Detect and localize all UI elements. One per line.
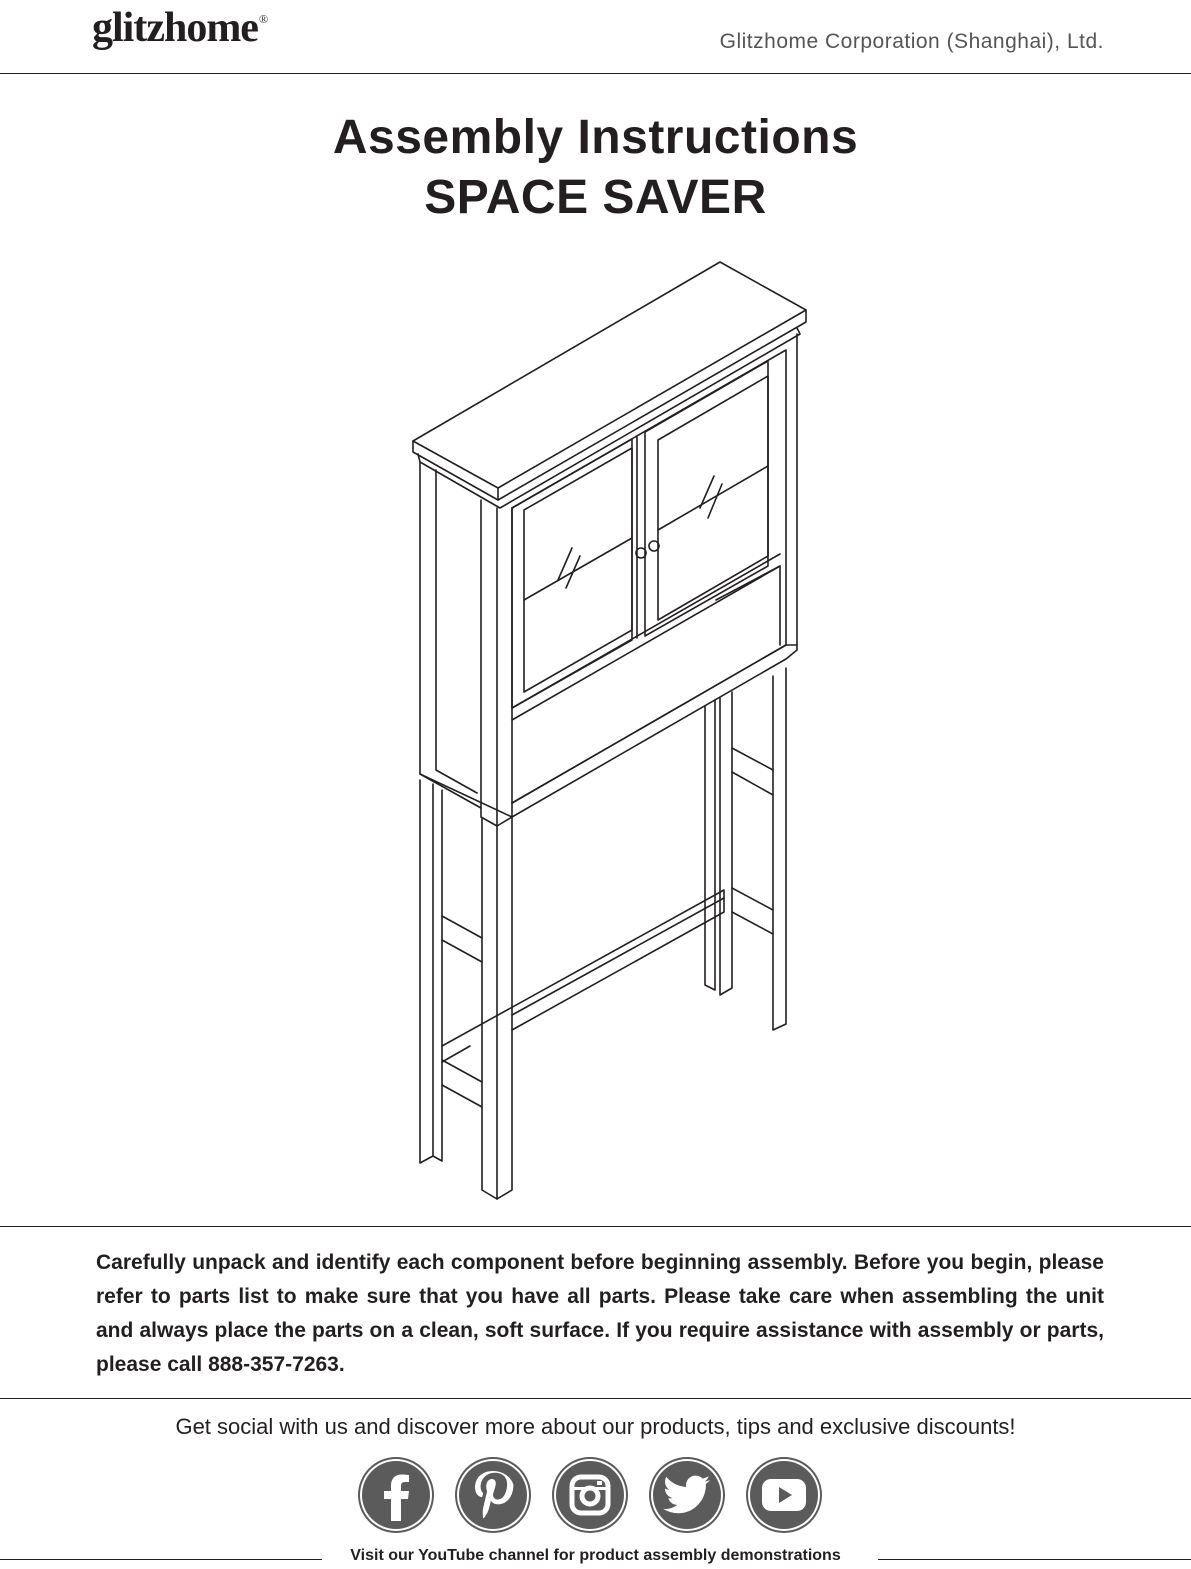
brand-name: glitzhome	[92, 5, 258, 51]
facebook-icon[interactable]	[362, 1461, 430, 1529]
page-title: Assembly Instructions	[332, 111, 859, 164]
footer-text[interactable]: Visit our YouTube channel for product assembly demonstrations	[340, 1547, 850, 1564]
twitter-icon[interactable]	[653, 1461, 721, 1529]
footer-youtube-note	[0, 1547, 1191, 1565]
youtube-icon[interactable]	[750, 1461, 818, 1529]
intro-bottom-divider	[0, 1398, 1191, 1399]
company-name: Glitzhome Corporation (Shanghai), Ltd.	[719, 30, 1104, 53]
header-divider	[0, 73, 1191, 74]
pinterest-icon[interactable]	[459, 1461, 527, 1529]
brand-logo	[92, 4, 267, 52]
social-tagline: Get social with us and discover more about our products, tips and exclusive discounts!	[175, 1414, 1016, 1439]
social-icons	[362, 1461, 818, 1529]
registered-mark: ®	[258, 12, 268, 26]
intro-top-divider	[0, 1226, 1191, 1227]
product-name: SPACE SAVER	[424, 171, 767, 224]
intro-paragraph: Carefully unpack and identify each component before beginning assembly. Before you begin, please refer to parts list to make sure that you have all parts. Please take care when assembling the unit and always place the parts on a clean, soft surface. If you require assistance with assembly or parts, please call 888-357-7263.	[96, 1251, 1104, 1376]
space-saver-cabinet-drawing	[360, 255, 830, 1205]
instagram-icon[interactable]	[556, 1461, 624, 1529]
